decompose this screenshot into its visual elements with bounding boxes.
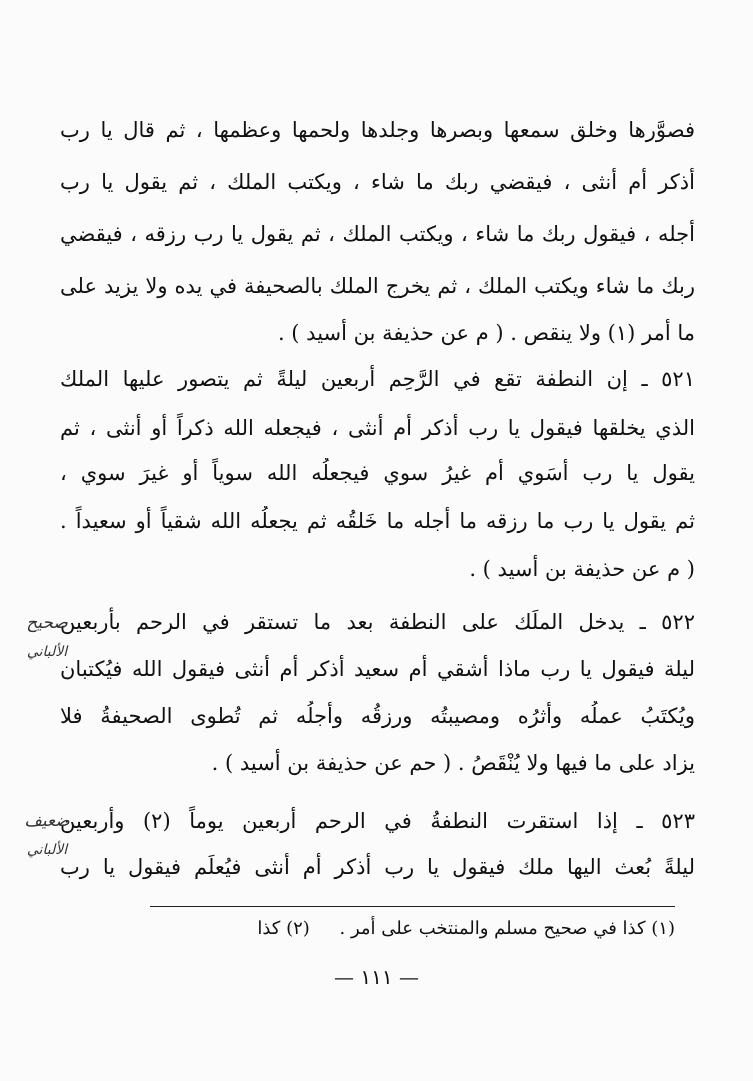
- text-line: ليلةً بُعث اليها ملك فيقول يا رب أذكر أم أنثى فيُعلَم فيقول يا رب: [60, 855, 695, 879]
- footnote-2: (٢) كذا: [257, 918, 310, 939]
- text-line: أذكر أم أنثى ، فيقضي ربك ما شاء ، ويكتب الملك ، ثم يقول يا رب: [60, 170, 695, 194]
- margin-note-source: الألباني: [26, 644, 68, 660]
- footnote-1: (١) كذا في صحيح مسلم والمنتخب على أمر .: [339, 918, 675, 939]
- text-line: ربك ما شاء ويكتب الملك ، ثم يخرج الملك بالصحيفة في يده ولا يزيد على: [60, 274, 695, 298]
- footnotes: [150, 914, 675, 944]
- margin-note-word: ضعيف: [24, 811, 70, 831]
- margin-note-sahih: [8, 606, 86, 664]
- hadith-523-line: ٥٢٣ ـ إذا استقرت النطفةُ في الرحم أربعين يوماً (٢) وأربعين: [60, 809, 695, 833]
- text-line: فصوَّرها وخلق سمعها وبصرها وجلدها ولحمها وعظمها ، ثم قال يا رب: [60, 118, 695, 142]
- text-line: ليلة فيقول يا رب ماذا أشقي أم سعيد أذكر أم أنثى فيقول الله فيُكتبان: [60, 657, 695, 681]
- text-line: أجله ، فيقول ربك ما شاء ، ويكتب الملك ، ثم يقول يا رب رزقه ، فيقضي: [60, 222, 695, 246]
- margin-note-word: صحيح: [26, 613, 68, 633]
- hadith-521-line: ٥٢١ ـ إن النطفة تقع في الرَّحِم أربعين ليلةً ثم يتصور عليها الملك: [60, 367, 695, 391]
- text-line: ثم يقول يا رب ما رزقه ما أجله ما خَلقُه ثم يجعلُه الله شقياً أو سعيداً .: [60, 509, 695, 533]
- text-line: ( م عن حذيفة بن أسيد ) .: [469, 557, 695, 581]
- text-line: ويُكتَبُ عملُه وأثرُه ومصيبتُه ورزقُه وأجلُه ثم تُطوى الصحيفةُ فلا: [60, 704, 695, 728]
- text-line: ما أمر (١) ولا ينقص . ( م عن حذيفة بن أسيد ) .: [277, 321, 695, 345]
- text-line: يقول يا رب أسَوي أم غيرُ سوي فيجعلُه الله سوياً أو غيرَ سوي ،: [60, 461, 695, 485]
- page-number: — ١١١ —: [334, 965, 419, 989]
- text-line: الذي يخلقها فيقول يا رب أذكر أم أنثى ، فيجعله الله ذكراً أو أنثى ، ثم: [60, 416, 695, 440]
- text-line: يزاد على ما فيها ولا يُنْقَصُ . ( حم عن حذيفة بن أسيد ) .: [211, 751, 695, 775]
- hadith-522-line: ٥٢٢ ـ يدخل الملَك على النطفة بعد ما تستقر في الرحم بأربعين: [60, 610, 695, 634]
- margin-note-daif: [8, 804, 86, 862]
- margin-note-source: الألباني: [26, 842, 68, 858]
- footnote-divider: [150, 906, 675, 907]
